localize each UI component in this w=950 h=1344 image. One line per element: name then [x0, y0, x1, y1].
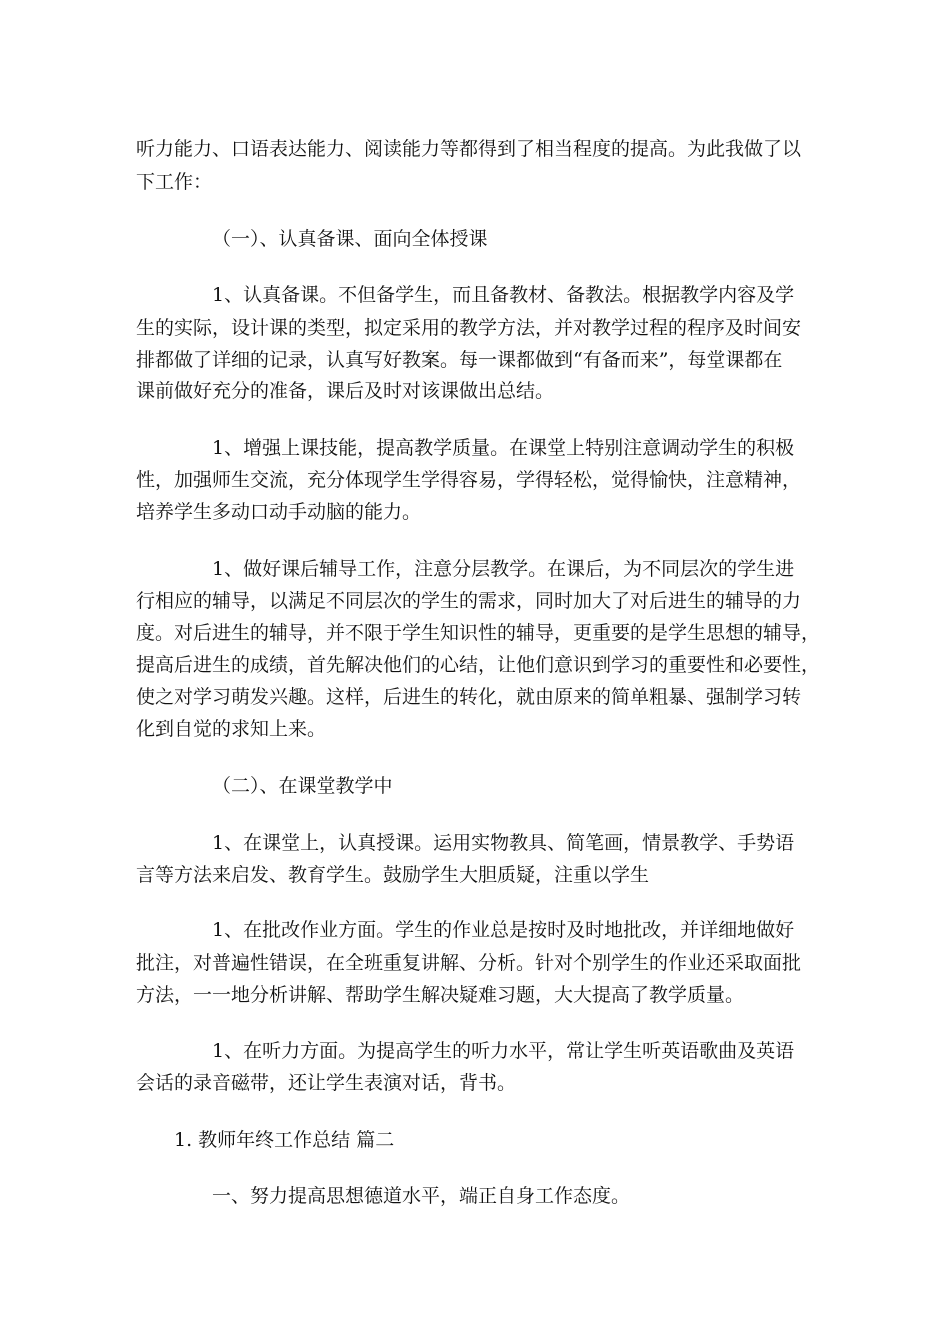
article-title: 1. 教师年终工作总结 篇二 [174, 1129, 395, 1151]
text-line: 行相应的辅导，以满足不同层次的学生的需求，同时加大了对后进生的辅导的力 [136, 590, 802, 612]
text-line: 化到自觉的求知上来。 [136, 718, 327, 740]
text-line: 1、在课堂上，认真授课。运用实物教具、简笔画，情景教学、手势语 [212, 832, 795, 854]
text-line: 提高后进生的成绩，首先解决他们的心结，让他们意识到学习的重要性和必要性， [136, 654, 821, 676]
text-line: 听力能力、口语表达能力、阅读能力等都得到了相当程度的提高。为此我做了以 [136, 138, 802, 160]
text-line: 1、在批改作业方面。学生的作业总是按时及时地批改，并详细地做好 [212, 919, 795, 941]
section-heading: （一）、认真备课、面向全体授课 [212, 228, 488, 250]
text-line: 1、做好课后辅导工作，注意分层教学。在课后，为不同层次的学生进 [212, 558, 795, 580]
text-line: 方法，一一地分析讲解、帮助学生解决疑难习题，大大提高了教学质量。 [136, 984, 745, 1006]
text-line: 会话的录音磁带，还让学生表演对话，背书。 [136, 1072, 517, 1094]
section-heading: （二）、在课堂教学中 [212, 775, 393, 797]
text-line: 言等方法来启发、教育学生。鼓励学生大胆质疑，注重以学生 [136, 864, 650, 886]
text-line: 生的实际，设计课的类型，拟定采用的教学方法，并对教学过程的程序及时间安 [136, 317, 802, 339]
text-line: 1、增强上课技能，提高教学质量。在课堂上特别注意调动学生的积极 [212, 437, 795, 459]
text-line: 下工作： [136, 171, 213, 193]
text-line: 性，加强师生交流，充分体现学生学得容易，学得轻松，觉得愉快，注意精神， [136, 469, 802, 491]
text-line: 课前做好充分的准备，课后及时对该课做出总结。 [136, 380, 555, 402]
text-line: 批注，对普遍性错误，在全班重复讲解、分析。针对个别学生的作业还采取面批 [136, 952, 802, 974]
section-heading: 一、努力提高思想德道水平，端正自身工作态度。 [212, 1185, 631, 1207]
text-line: 1、认真备课。不但备学生，而且备教材、备教法。根据教学内容及学 [212, 284, 795, 306]
text-line: 使之对学习萌发兴趣。这样，后进生的转化，就由原来的简单粗暴、强制学习转 [136, 686, 802, 708]
text-line: 度。对后进生的辅导，并不限于学生知识性的辅导，更重要的是学生思想的辅导， [136, 622, 821, 644]
text-line: 排都做了详细的记录，认真写好教案。每一课都做到“有备而来”，每堂课都在 [136, 349, 783, 371]
text-line: 培养学生多动口动手动脑的能力。 [136, 501, 422, 523]
text-line: 1、在听力方面。为提高学生的听力水平，常让学生听英语歌曲及英语 [212, 1040, 795, 1062]
